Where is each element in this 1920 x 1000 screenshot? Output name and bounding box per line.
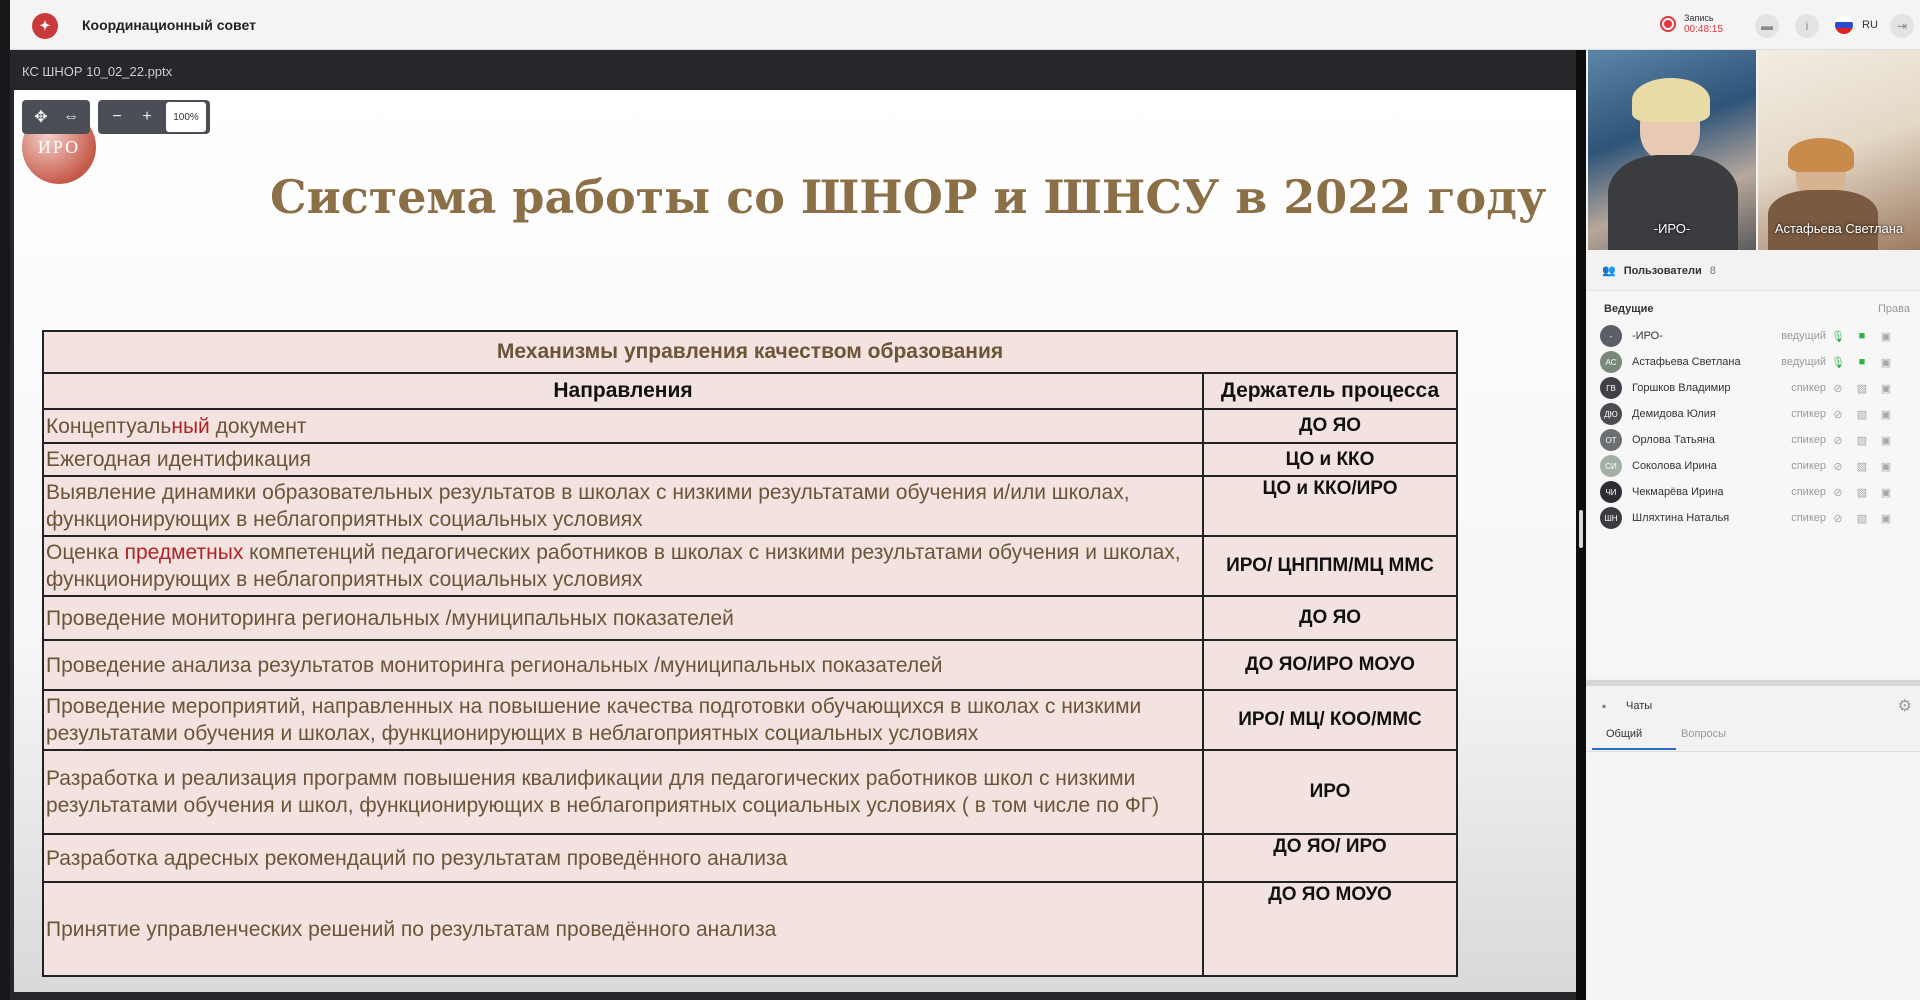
holder-cell: ИРО/ ЦНППМ/МЦ ММС bbox=[1203, 536, 1457, 596]
camera-off-icon[interactable]: ▧ bbox=[1856, 434, 1868, 447]
table-row bbox=[43, 476, 1457, 536]
user-row[interactable] bbox=[1600, 401, 1912, 427]
direction-text: Проведение мероприятий, направленных на повышение качества подготовки обучающихся в школах с низкими результатами обучения и школах, функционирующих в неблагоприятных социальных условиях bbox=[46, 695, 1142, 745]
direction-highlight: предметных bbox=[124, 541, 244, 564]
holder-cell: ЦО и ККО bbox=[1203, 443, 1457, 476]
users-header[interactable] bbox=[1602, 264, 1716, 277]
avatar: - bbox=[1600, 325, 1622, 347]
screen-share-icon[interactable]: ▣ bbox=[1880, 408, 1892, 421]
user-row[interactable] bbox=[1600, 323, 1912, 349]
rights-label[interactable]: Права bbox=[1878, 303, 1910, 315]
folder-icon[interactable]: ▬ bbox=[1755, 14, 1779, 38]
video-name: -ИРО- bbox=[1653, 221, 1691, 236]
holder-cell: ДО ЯО МОУО bbox=[1203, 882, 1457, 976]
avatar: СИ bbox=[1600, 455, 1622, 477]
microphone-icon[interactable]: 🎙 bbox=[1831, 330, 1845, 343]
app-logo-icon[interactable]: ✦ bbox=[32, 13, 58, 39]
direction-text: Разработка и реализация программ повышения квалификации для педагогических работников школ с низкими результатами обучения и школ, функционирующих в неблагоприятных социальных условиях ( в том числе по ФГ) bbox=[46, 767, 1160, 817]
camera-off-icon[interactable]: ▧ bbox=[1856, 460, 1868, 473]
screen-share-icon[interactable]: ▣ bbox=[1880, 460, 1892, 473]
avatar: ДЮ bbox=[1600, 403, 1622, 425]
table-row bbox=[43, 882, 1457, 976]
app-title: Координационный совет bbox=[82, 17, 256, 33]
direction-text: Концептуаль bbox=[46, 414, 172, 438]
user-role: ведущий bbox=[1781, 330, 1826, 342]
screen-share-icon[interactable]: ▣ bbox=[1880, 512, 1892, 525]
user-role: спикер bbox=[1791, 460, 1826, 472]
language-selector[interactable]: RU bbox=[1862, 19, 1878, 31]
flag-ru-icon[interactable] bbox=[1835, 16, 1853, 34]
camera-off-icon[interactable]: ▧ bbox=[1856, 512, 1868, 525]
zoom-out-button[interactable]: − bbox=[112, 108, 122, 125]
screen-share-icon[interactable]: ▣ bbox=[1880, 382, 1892, 395]
user-name: Орлова Татьяна bbox=[1632, 434, 1715, 446]
camera-off-icon[interactable]: ▧ bbox=[1856, 408, 1868, 421]
user-row[interactable] bbox=[1600, 375, 1912, 401]
right-panel bbox=[1586, 50, 1920, 1000]
presentation-panel bbox=[10, 50, 1586, 1000]
microphone-icon[interactable]: 🎙 bbox=[1831, 356, 1845, 369]
holder-cell: ДО ЯО/ ИРО bbox=[1203, 834, 1457, 882]
microphone-off-icon[interactable]: ⊘ bbox=[1833, 408, 1843, 421]
avatar: ГВ bbox=[1600, 377, 1622, 399]
holder-cell: ИРО bbox=[1203, 750, 1457, 834]
table-row bbox=[43, 409, 1457, 443]
microphone-off-icon[interactable]: ⊘ bbox=[1833, 460, 1843, 473]
slide-toolbar bbox=[22, 100, 210, 134]
avatar: ШН bbox=[1600, 507, 1622, 529]
table-row bbox=[43, 750, 1457, 834]
direction-text: Выявление динамики образовательных результатов в школах с низкими результатами обучения и/или школах, функционирующих в неблагоприятных социальных условиях bbox=[46, 481, 1130, 531]
user-row[interactable] bbox=[1600, 479, 1912, 505]
chat-icon: ▪ bbox=[1602, 699, 1607, 713]
avatar: ЧИ bbox=[1600, 481, 1622, 503]
user-role: спикер bbox=[1791, 408, 1826, 420]
mechanisms-table bbox=[42, 330, 1458, 977]
fit-screen-icon[interactable]: ✥ bbox=[34, 109, 48, 126]
chat-tabs bbox=[1586, 720, 1920, 752]
direction-text: Проведение анализа результатов мониторинга региональных /муниципальных показателей bbox=[46, 653, 943, 677]
users-icon: 👥 bbox=[1602, 265, 1616, 277]
holder-cell: ИРО/ МЦ/ КОО/ММС bbox=[1203, 690, 1457, 750]
exit-icon[interactable]: ⇥ bbox=[1890, 14, 1914, 38]
camera-icon[interactable]: ■ bbox=[1858, 356, 1866, 368]
user-role: спикер bbox=[1791, 382, 1826, 394]
user-role: спикер bbox=[1791, 486, 1826, 498]
direction-text: Ежегодная идентификация bbox=[46, 448, 311, 471]
users-title: Пользователи bbox=[1623, 264, 1702, 277]
avatar: АС bbox=[1600, 351, 1622, 373]
slide-title: Система работы со ШНОР и ШНСУ в 2022 году bbox=[270, 170, 1547, 224]
video-tile[interactable] bbox=[1588, 50, 1756, 250]
direction-text: Разработка адресных рекомендаций по результатам проведённого анализа bbox=[46, 846, 788, 870]
column-header-directions: Направления bbox=[43, 373, 1203, 409]
chat-label: Чаты bbox=[1626, 700, 1653, 712]
zoom-in-button[interactable]: + bbox=[142, 108, 152, 125]
direction-text: документ bbox=[209, 414, 307, 438]
top-bar bbox=[10, 0, 1920, 50]
column-header-holder: Держатель процесса bbox=[1203, 373, 1457, 409]
recording-time: 00:48:15 bbox=[1684, 24, 1723, 35]
user-row[interactable] bbox=[1600, 427, 1912, 453]
direction-text: Принятие управленческих решений по результатам проведённого анализа bbox=[46, 917, 777, 941]
direction-text: Оценка bbox=[46, 541, 125, 564]
user-name: -ИРО- bbox=[1632, 330, 1663, 342]
slide bbox=[14, 90, 1580, 992]
table-row bbox=[43, 834, 1457, 882]
holder-cell: ДО ЯО bbox=[1203, 409, 1457, 443]
resize-handle[interactable] bbox=[1579, 510, 1583, 548]
user-role: ведущий bbox=[1781, 356, 1826, 368]
user-role: спикер bbox=[1791, 512, 1826, 524]
microphone-off-icon[interactable]: ⊘ bbox=[1833, 486, 1843, 499]
table-row bbox=[43, 640, 1457, 690]
microphone-off-icon[interactable]: ⊘ bbox=[1833, 434, 1843, 447]
screen-share-icon[interactable]: ▣ bbox=[1880, 434, 1892, 447]
tab-questions[interactable]: Вопросы bbox=[1681, 728, 1727, 740]
user-name: Чекмарёва Ирина bbox=[1632, 486, 1724, 498]
presentation-file-name: КС ШНОР 10_02_22.pptx bbox=[22, 64, 173, 79]
user-name: Демидова Юлия bbox=[1632, 408, 1716, 420]
table-caption: Механизмы управления качеством образования bbox=[43, 331, 1457, 373]
users-list bbox=[1586, 290, 1920, 675]
user-name: Соколова Ирина bbox=[1632, 460, 1717, 472]
video-tile[interactable] bbox=[1758, 50, 1920, 250]
zoom-level[interactable]: 100% bbox=[166, 102, 206, 132]
chat-messages-area bbox=[1586, 753, 1920, 1000]
info-icon[interactable]: i bbox=[1795, 14, 1819, 38]
gear-icon[interactable]: ⚙ bbox=[1897, 698, 1912, 715]
recording-label: Запись bbox=[1684, 13, 1714, 23]
holder-cell: ЦО и ККО/ИРО bbox=[1203, 476, 1457, 536]
table-row bbox=[43, 443, 1457, 476]
camera-off-icon[interactable]: ▧ bbox=[1856, 382, 1868, 395]
fit-width-icon[interactable]: ⇔ bbox=[63, 108, 79, 125]
video-name: Астафьева Светлана bbox=[1774, 221, 1904, 236]
holder-cell: ДО ЯО/ИРО МОУО bbox=[1203, 640, 1457, 690]
users-count: 8 bbox=[1709, 264, 1716, 277]
tab-general[interactable]: Общий bbox=[1606, 728, 1642, 748]
camera-icon[interactable]: ■ bbox=[1858, 330, 1866, 342]
camera-off-icon[interactable]: ▧ bbox=[1856, 486, 1868, 499]
user-name: Шляхтина Наталья bbox=[1632, 512, 1730, 524]
screen-share-icon[interactable]: ▣ bbox=[1880, 356, 1892, 369]
screen-share-icon[interactable]: ▣ bbox=[1880, 486, 1892, 499]
direction-highlight: ный bbox=[171, 414, 210, 438]
avatar: ОТ bbox=[1600, 429, 1622, 451]
hosts-label: Ведущие bbox=[1604, 303, 1654, 315]
direction-text: Проведение мониторинга региональных /муниципальных показателей bbox=[46, 606, 734, 630]
table-row bbox=[43, 536, 1457, 596]
holder-cell: ДО ЯО bbox=[1203, 596, 1457, 640]
left-edge bbox=[0, 0, 10, 1000]
user-name: Астафьева Светлана bbox=[1632, 356, 1741, 368]
user-row[interactable] bbox=[1600, 453, 1912, 479]
direction-text: компетенций педагогических работников в школах с низкими результатами обучения и школах, функционирующих в неблагоприятных социальных условиях bbox=[46, 541, 1181, 591]
microphone-off-icon[interactable]: ⊘ bbox=[1833, 382, 1843, 395]
microphone-off-icon[interactable]: ⊘ bbox=[1833, 512, 1843, 525]
chat-header bbox=[1586, 680, 1920, 720]
user-row[interactable] bbox=[1600, 505, 1912, 531]
table-row bbox=[43, 690, 1457, 750]
recording-indicator[interactable] bbox=[1660, 13, 1723, 35]
iro-logo: ИРО bbox=[22, 110, 96, 184]
user-name: Горшков Владимир bbox=[1632, 382, 1731, 394]
record-icon bbox=[1660, 16, 1676, 32]
user-role: спикер bbox=[1791, 434, 1826, 446]
table-row bbox=[43, 596, 1457, 640]
screen-share-icon[interactable]: ▣ bbox=[1880, 330, 1892, 343]
user-row[interactable] bbox=[1600, 349, 1912, 375]
